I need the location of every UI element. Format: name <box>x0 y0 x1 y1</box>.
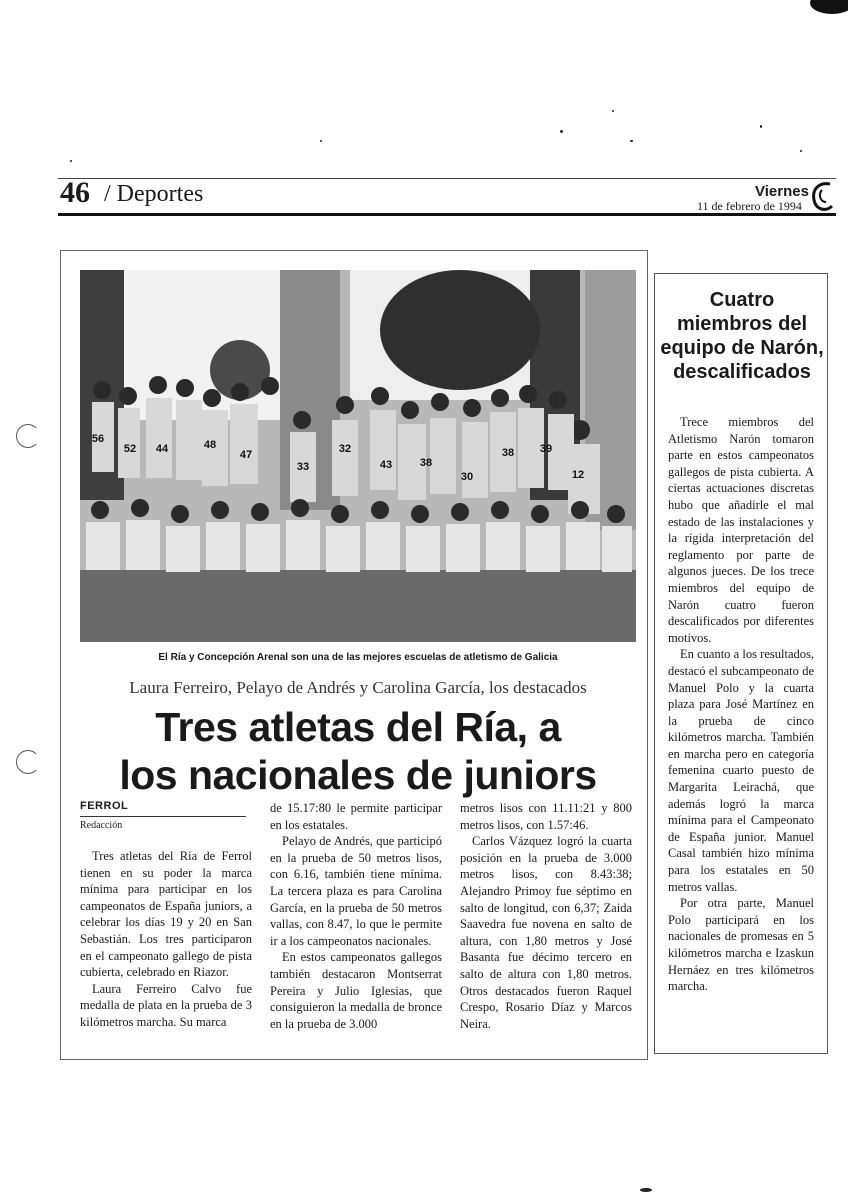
bib-number: 48 <box>203 439 217 451</box>
bib-number: 30 <box>460 471 474 483</box>
dateline-city: FERROL <box>80 800 129 812</box>
team-photo <box>80 270 636 642</box>
header-rule-top <box>58 178 836 179</box>
bib-number: 38 <box>419 457 433 469</box>
speck <box>760 125 762 128</box>
headline-line-2: los nacionales de juniors <box>119 752 597 798</box>
paragraph: de 15.17:80 le permite participar en los estatales. <box>270 801 442 832</box>
issue-weekday: Viernes <box>755 183 809 200</box>
paragraph: metros lisos con 11.11:21 y 800 metros lisos, con 1.57:46. <box>460 801 632 832</box>
sidebar-body <box>668 414 814 995</box>
photo-caption: El Ría y Concepción Arenal son una de las mejores escuelas de atletismo de Galicia <box>158 652 558 663</box>
issue-date: 11 de febrero de 1994 <box>697 199 802 213</box>
bib-number: 44 <box>155 443 169 455</box>
bib-number: 12 <box>571 469 585 481</box>
bib-number: 43 <box>379 459 393 471</box>
speck <box>320 140 322 142</box>
bib-number: 32 <box>338 443 352 455</box>
paragraph: En estos campeonatos gallegos también destacaron Montserrat Pereira y Julio Iglesias, que consiguieron la medalla de bronce en la prueba de 3.000 <box>270 950 442 1031</box>
speck <box>640 1188 652 1192</box>
paragraph: Trece miembros del Atletismo Narón tomaron parte en estos campeonatos gallegos de pista cubierta. A ciertas actuaciones discretas hubo que añadirle el mal estado de las instalaciones y la rígida interpretación del reglamento por parte de algunos jueces. De los trece miembros del equipo de Narón cuatro fueron descalificados por diferentes motivos. <box>668 415 814 645</box>
paragraph: Pelayo de Andrés, que participó en la prueba de 50 metros lisos, con 6.16, también tiene mínima. La tercera plaza es para Carolina García, en la prueba de 50 metros vallas, con 8.47, lo que le permite ir a los campeonatos nacionales. <box>270 834 442 948</box>
paragraph: Tres atletas del Ría de Ferrol tienen en su poder la marca mínima para participar en los campeonatos de España juniors, a celebrar los días 19 y 20 en San Sebastián. Los tres participaron en el campeonato gallego de pista cubierta, celebrado en Riazor. <box>80 849 252 980</box>
bib-number: 33 <box>296 461 310 473</box>
dateline-rule <box>80 816 246 817</box>
speck <box>70 160 72 162</box>
paragraph: Carlos Vázquez logró la cuarta posición en la prueba de 3.000 metros lisos, con 8.43:38; Alejandro Primoy fue séptimo en salto de longitud, con 6,37; Zaida Saavedra fue novena en salto de altura, con 1,80 metros y José Basanta fue décimo tercero en salto de altura con 1,80 metros. Otros destacados fueron Raquel Crespo, Rosario Díaz y Marcos Neira. <box>460 834 632 1031</box>
speck <box>630 140 633 142</box>
article-headline <box>80 703 636 799</box>
paragraph: Por otra parte, Manuel Polo participará en los nacionales de promesas en 5 kilómetros marcha e Izaskun Hernáez en tres kilómetros marcha. <box>668 896 814 994</box>
section-name: / Deportes <box>104 181 204 207</box>
dateline-author: Redacción <box>80 820 123 831</box>
newspaper-logo-icon <box>808 180 836 216</box>
speck <box>560 130 563 133</box>
punch-hole-mark <box>16 750 40 774</box>
article-column-3 <box>460 800 632 1032</box>
team-photo-drawing <box>80 270 636 642</box>
sidebar-title: Cuatro miembros del equipo de Narón, descalificados <box>660 289 824 383</box>
page-number: 46 <box>60 176 90 209</box>
bib-number: 56 <box>91 433 105 445</box>
bib-number: 47 <box>239 449 253 461</box>
article-column-2 <box>270 800 442 1032</box>
header-rule-bottom <box>58 213 836 216</box>
punch-hole-mark <box>16 424 40 448</box>
speck <box>612 110 614 112</box>
article-kicker: Laura Ferreiro, Pelayo de Andrés y Carolina García, los destacados <box>129 678 587 697</box>
bib-number: 52 <box>123 443 137 455</box>
paragraph: En cuanto a los resultados, destacó el subcampeonato de Manuel Polo y la cuarta plaza para José Martínez en la prueba de cinco kilómetros marcha. También en marcha pero en categoría femenina cuarto puesto de Margarita Leirachá, que además logró la marca mínima para el Campeonato de España junior. Manuel Casal también hizo mínima para los estatales en 50 metros vallas. <box>668 647 814 894</box>
bib-number: 38 <box>501 447 515 459</box>
bib-number: 39 <box>539 443 553 455</box>
article-column-1 <box>80 848 252 1031</box>
speck <box>800 150 802 152</box>
paragraph: Laura Ferreiro Calvo fue medalla de plata en la prueba de 3 kilómetros marcha. Su marca <box>80 981 252 1029</box>
ink-blot <box>810 0 848 14</box>
headline-line-1: Tres atletas del Ría, a <box>155 704 561 750</box>
